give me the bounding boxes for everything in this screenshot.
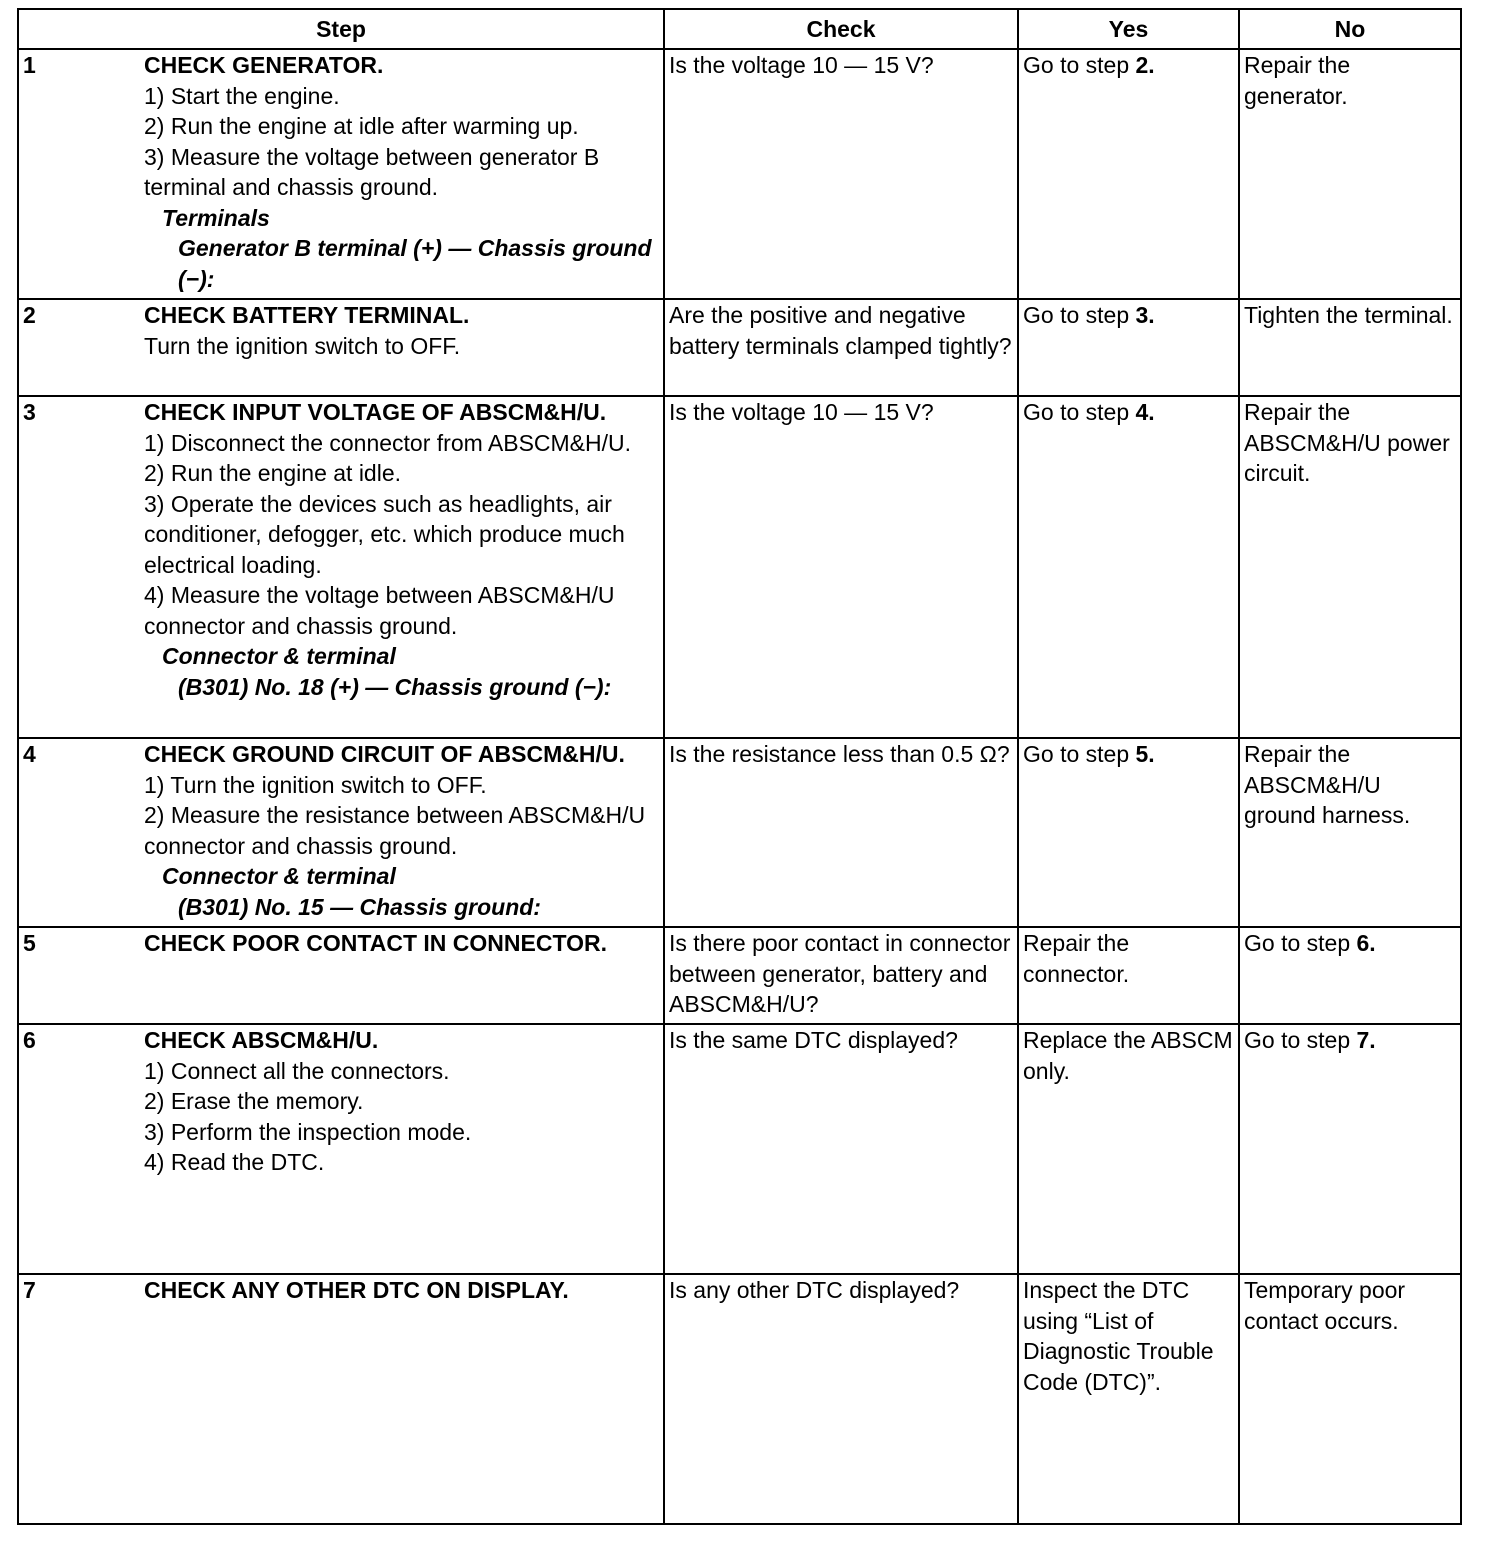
yes-text: Go to step	[1023, 302, 1136, 328]
step-cell	[140, 738, 664, 927]
yes-step-ref: 4.	[1135, 399, 1155, 425]
step-line: 1) Connect all the connectors.	[144, 1057, 450, 1084]
check-cell: Is the voltage 10 — 15 V?	[664, 396, 1018, 738]
no-cell: Repair the ABSCM&H/U ground harness.	[1239, 738, 1461, 927]
yes-step-ref: 5.	[1135, 741, 1155, 767]
yes-cell	[1018, 396, 1239, 738]
table-row	[18, 49, 1461, 299]
step-line: 3) Measure the voltage between generator B terminal and chassis ground.	[144, 143, 600, 200]
step-title: CHECK ANY OTHER DTC ON DISPLAY.	[144, 1277, 569, 1303]
step-line: 3) Perform the inspection mode.	[144, 1118, 472, 1145]
check-cell: Is there poor contact in connector between generator, battery and ABSCM&H/U?	[664, 927, 1018, 1024]
step-title: CHECK ABSCM&H/U.	[144, 1027, 379, 1053]
check-cell: Is any other DTC displayed?	[664, 1274, 1018, 1524]
yes-cell	[1018, 49, 1239, 299]
yes-text: Go to step	[1023, 741, 1136, 767]
spec-heading: Connector & terminal	[162, 643, 396, 669]
step-title: CHECK GROUND CIRCUIT OF ABSCM&H/U.	[144, 741, 625, 767]
header-yes: Yes	[1018, 9, 1239, 49]
no-cell: Temporary poor contact occurs.	[1239, 1274, 1461, 1524]
step-cell	[140, 396, 664, 738]
step-cell	[140, 1274, 664, 1524]
diagnostic-table	[17, 8, 1462, 1525]
check-cell: Is the voltage 10 — 15 V?	[664, 49, 1018, 299]
step-number: 7	[18, 1274, 140, 1524]
table-row	[18, 738, 1461, 927]
spec-heading: Connector & terminal	[162, 863, 396, 889]
no-cell: Repair the generator.	[1239, 49, 1461, 299]
no-text: Go to step	[1244, 1027, 1357, 1053]
table-row	[18, 927, 1461, 1024]
step-line: 4) Measure the voltage between ABSCM&H/U connector and chassis ground.	[144, 582, 615, 639]
no-step-ref: 7.	[1356, 1027, 1376, 1053]
no-step-ref: 6.	[1356, 930, 1376, 956]
step-number: 4	[18, 738, 140, 927]
step-cell	[140, 49, 664, 299]
check-cell: Is the resistance less than 0.5 Ω?	[664, 738, 1018, 927]
step-number: 2	[18, 299, 140, 396]
yes-cell: Repair the connector.	[1018, 927, 1239, 1024]
step-line: 2) Run the engine at idle.	[144, 460, 402, 486]
step-cell	[140, 299, 664, 396]
step-cell	[140, 927, 664, 1024]
step-number: 5	[18, 927, 140, 1024]
header-no: No	[1239, 9, 1461, 49]
spec-heading: Terminals	[162, 204, 270, 231]
yes-cell: Inspect the DTC using “List of Diagnostic Trouble Code (DTC)”.	[1018, 1274, 1239, 1524]
step-number: 1	[18, 49, 140, 299]
step-title: CHECK POOR CONTACT IN CONNECTOR.	[144, 930, 607, 956]
check-cell: Is the same DTC displayed?	[664, 1024, 1018, 1274]
header-check: Check	[664, 9, 1018, 49]
step-cell	[140, 1024, 664, 1274]
table-row	[18, 1274, 1461, 1524]
check-cell: Are the positive and negative battery terminals clamped tightly?	[664, 299, 1018, 396]
no-cell: Repair the ABSCM&H/U power circuit.	[1239, 396, 1461, 738]
yes-text: Go to step	[1023, 399, 1136, 425]
yes-cell	[1018, 738, 1239, 927]
header-row	[18, 9, 1461, 49]
spec-line: (B301) No. 15 — Chassis ground:	[178, 893, 541, 920]
step-number: 6	[18, 1024, 140, 1274]
yes-cell	[1018, 299, 1239, 396]
step-line: 1) Disconnect the connector from ABSCM&H/U.	[144, 429, 632, 456]
step-line: 2) Erase the memory.	[144, 1088, 364, 1114]
yes-step-ref: 2.	[1135, 52, 1155, 78]
step-line: 1) Turn the ignition switch to OFF.	[144, 771, 487, 798]
step-title: CHECK BATTERY TERMINAL.	[144, 302, 470, 328]
yes-step-ref: 3.	[1135, 302, 1155, 328]
step-line: 2) Run the engine at idle after warming up.	[144, 113, 579, 139]
spec-line: Generator B terminal (+) — Chassis ground (−):	[178, 235, 652, 292]
spec-line: (B301) No. 18 (+) — Chassis ground (−):	[178, 673, 612, 700]
table-row	[18, 1024, 1461, 1274]
no-cell	[1239, 1024, 1461, 1274]
no-text: Go to step	[1244, 930, 1357, 956]
step-number: 3	[18, 396, 140, 738]
no-cell	[1239, 927, 1461, 1024]
table-row	[18, 299, 1461, 396]
yes-cell: Replace the ABSCM only.	[1018, 1024, 1239, 1274]
step-line: 3) Operate the devices such as headlights, air conditioner, defogger, etc. which produce much electrical loading.	[144, 490, 625, 578]
step-line: 1) Start the engine.	[144, 82, 340, 109]
step-line: 2) Measure the resistance between ABSCM&H/U connector and chassis ground.	[144, 802, 646, 859]
header-step: Step	[18, 9, 664, 49]
table-row	[18, 396, 1461, 738]
step-line: Turn the ignition switch to OFF.	[144, 332, 461, 359]
step-title: CHECK INPUT VOLTAGE OF ABSCM&H/U.	[144, 399, 607, 425]
step-title: CHECK GENERATOR.	[144, 52, 384, 78]
yes-text: Go to step	[1023, 52, 1136, 78]
step-line: 4) Read the DTC.	[144, 1149, 325, 1175]
no-cell: Tighten the terminal.	[1239, 299, 1461, 396]
